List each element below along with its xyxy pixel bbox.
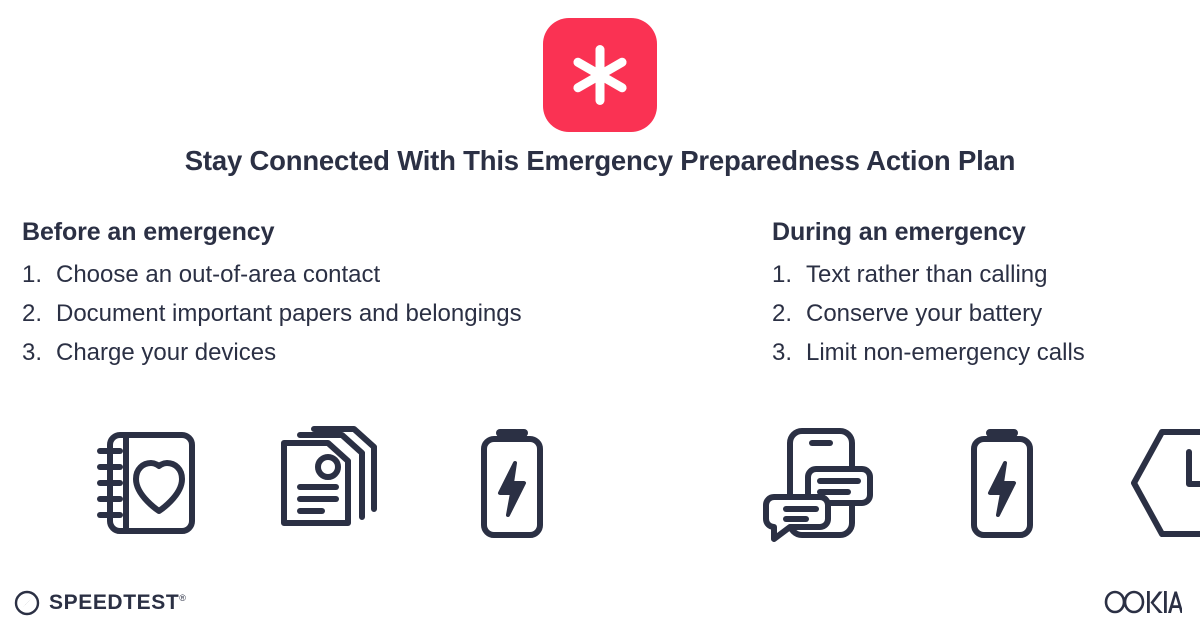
- documents-stack-icon: [270, 423, 390, 543]
- list-item: [772, 334, 1200, 373]
- list-item-number: 1.: [22, 261, 43, 288]
- list-item: [772, 295, 1200, 334]
- list-item-label: Text rather than calling: [806, 261, 1048, 288]
- phone-message-icon: [760, 423, 880, 543]
- ookla-logo: [1104, 590, 1182, 614]
- speedtest-logo: [14, 590, 186, 616]
- speedtest-trademark: ®: [179, 593, 186, 603]
- list-item-number: 3.: [22, 338, 43, 366]
- list-item: [22, 256, 750, 295]
- column-during-emergency: [750, 218, 1200, 373]
- icons-row-during: [760, 418, 1190, 548]
- ookla-wordmark-icon: [1104, 590, 1182, 614]
- list-item: [772, 256, 1200, 295]
- list-item-label: Choose an out-of-area contact: [56, 261, 381, 288]
- logo-badge-container: [0, 18, 1200, 132]
- icon-hexagon-clock: [1124, 418, 1200, 548]
- list-item-label: Limit non-emergency calls: [806, 338, 1085, 366]
- asterisk-icon: [567, 42, 633, 108]
- list-item-label: Conserve your battery: [806, 299, 1043, 327]
- list-item: [22, 334, 750, 373]
- icon-battery-charge-left: [452, 418, 572, 548]
- list-item-number: 2.: [772, 299, 793, 327]
- speedtest-badge: [543, 18, 657, 132]
- list-item: [22, 295, 750, 334]
- battery-charge-icon: [452, 423, 572, 543]
- list-item-number: 2.: [22, 299, 43, 327]
- column-before-emergency: [0, 218, 750, 373]
- speedtest-gauge-icon: [14, 590, 40, 616]
- icon-phone-message: [760, 418, 880, 548]
- list-item-label: Document important papers and belongings: [56, 299, 522, 327]
- columns-container: [0, 218, 1200, 373]
- battery-charge-icon: [942, 423, 1062, 543]
- footer: [0, 560, 1200, 630]
- steps-list-during: [772, 256, 1200, 373]
- column-heading: Before an emergency: [22, 218, 275, 246]
- notebook-heart-icon: [88, 423, 208, 543]
- steps-list-before: [22, 256, 750, 373]
- icon-battery-charge-right: [942, 418, 1062, 548]
- column-heading: During an emergency: [772, 218, 1026, 246]
- page-title: Stay Connected With This Emergency Preparedness Action Plan: [184, 145, 1016, 176]
- icon-notebook-heart: [88, 418, 208, 548]
- hexagon-clock-icon: [1124, 418, 1200, 548]
- icon-documents-stack: [270, 418, 390, 548]
- list-item-number: 1.: [772, 261, 793, 288]
- icons-row-before: [88, 418, 518, 548]
- list-item-label: Charge your devices: [56, 338, 277, 366]
- list-item-number: 3.: [772, 338, 793, 366]
- speedtest-wordmark: SPEEDTEST®: [49, 591, 186, 614]
